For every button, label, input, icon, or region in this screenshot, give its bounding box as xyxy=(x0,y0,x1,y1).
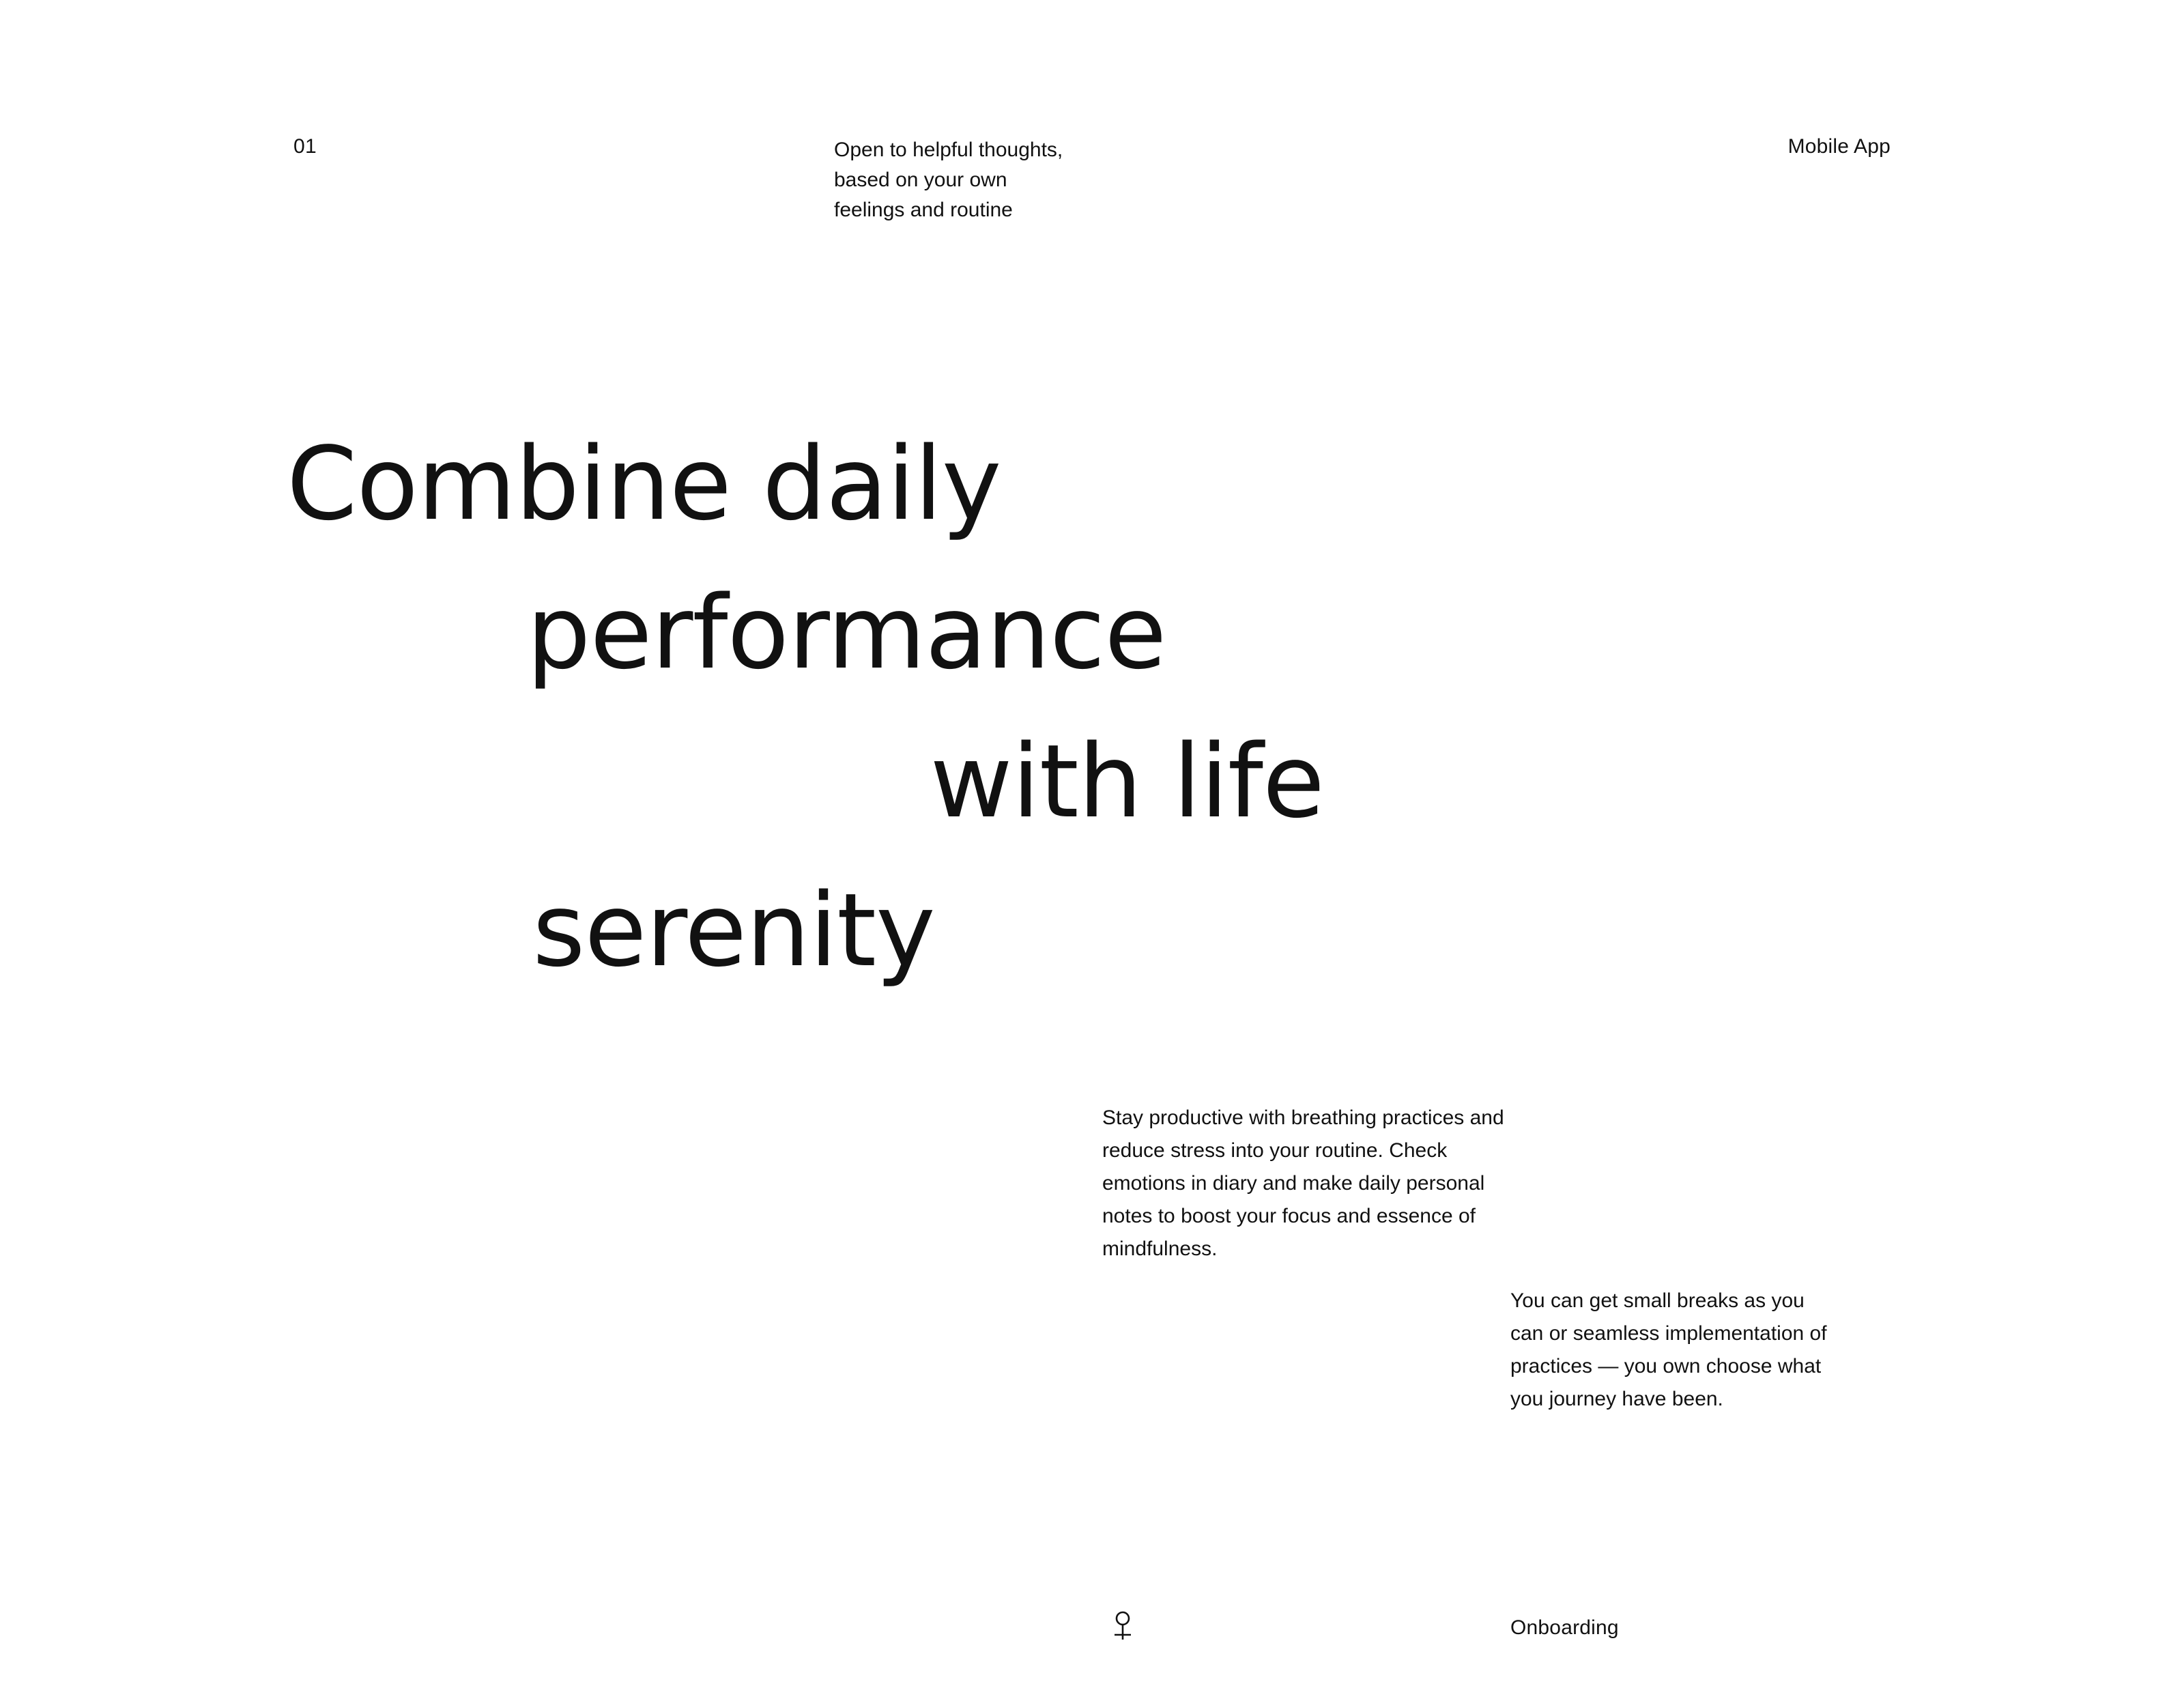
section-label: Onboarding xyxy=(1510,1616,1619,1639)
page-title xyxy=(287,410,1406,1005)
page-title-line-4: serenity xyxy=(532,872,935,989)
body-paragraph-secondary: You can get small breaks as you can or seamless implementation of practices — you own choose what you journey have been. xyxy=(1510,1289,1827,1410)
header-note-line-2: based on your own xyxy=(834,169,1007,191)
body-paragraph-primary: Stay productive with breathing practices and reduce stress into your routine. Check emotions in diary and make daily personal notes to boost your focus and essence of mindfulness. xyxy=(1102,1106,1504,1260)
person-glyph-icon xyxy=(1109,1610,1136,1642)
page-title-line-2: performance xyxy=(526,574,1166,691)
page-title-line-1: Combine daily xyxy=(287,425,1001,543)
header-note-line-3: feelings and routine xyxy=(834,199,1013,221)
header-note xyxy=(834,135,1121,225)
slide-number: 01 xyxy=(293,135,317,158)
page-title-line-3: with life xyxy=(930,723,1324,840)
header-note-line-1: Open to helpful thoughts, xyxy=(834,139,1063,161)
project-category-label: Mobile App xyxy=(1787,135,1891,158)
